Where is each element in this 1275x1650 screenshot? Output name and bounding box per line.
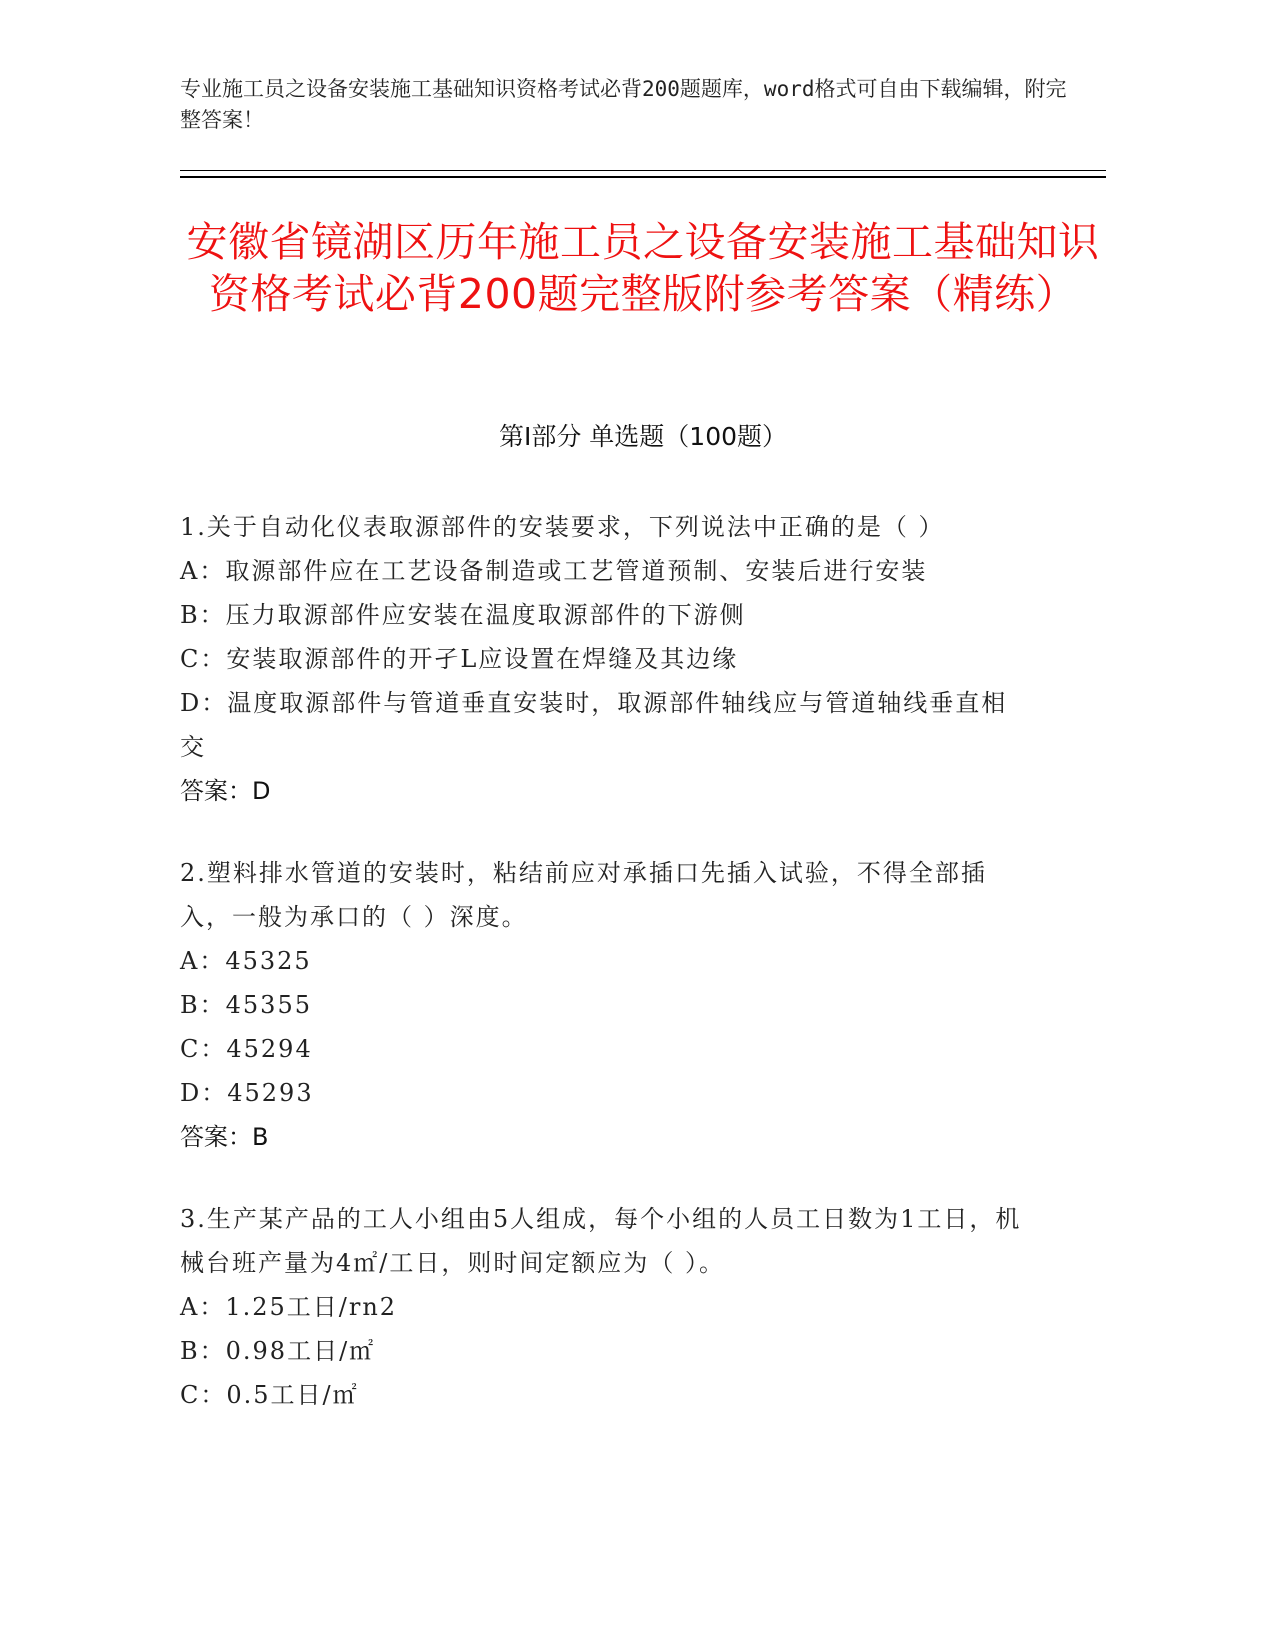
header-divider-thin	[180, 170, 1106, 171]
question-stem: 2.塑料排水管道的安装时，粘结前应对承插口先插入试验，不得全部插入，一般为承口的（ ）深度。	[180, 859, 987, 931]
option-c: C：45294	[180, 1035, 313, 1063]
option-a: A：取源部件应在工艺设备制造或工艺管道预制、安装后进行安装	[180, 557, 928, 585]
document-title: 安徽省镜湖区历年施工员之设备安装施工基础知识资格考试必背200题完整版附参考答案（精练）	[186, 218, 1100, 318]
question-stem: 1.关于自动化仪表取源部件的安装要求，下列说法中正确的是（ ）	[180, 513, 945, 541]
option-b: B：压力取源部件应安装在温度取源部件的下游侧	[180, 601, 746, 629]
option-c: C：安装取源部件的开孑L应设置在焊缝及其边缘	[180, 645, 739, 673]
question-1	[180, 505, 1030, 813]
section-title: 第I部分 单选题（100题）	[498, 422, 788, 451]
option-a: A：1.25工日/rn2	[180, 1293, 398, 1321]
option-c: C：0.5工日/㎡	[180, 1381, 359, 1409]
answer: 答案：D	[180, 777, 271, 805]
option-a: A：45325	[180, 947, 312, 975]
answer: 答案：B	[180, 1123, 269, 1151]
option-d: D：温度取源部件与管道垂直安装时，取源部件轴线应与管道轴线垂直相交	[180, 689, 1008, 761]
question-3	[180, 1197, 1030, 1417]
option-d: D：45293	[180, 1079, 314, 1107]
question-stem: 3.生产某产品的工人小组由5人组成，每个小组的人员工日数为1工日，机械台班产量为4㎡/工日，则时间定额应为（ ）。	[180, 1205, 1022, 1277]
option-b: B：45355	[180, 991, 312, 1019]
question-2	[180, 851, 1030, 1159]
header-divider-thick	[180, 176, 1106, 178]
option-b: B：0.98工日/㎡	[180, 1337, 376, 1365]
question-list	[180, 505, 1030, 1455]
header-note: 专业施工员之设备安装施工基础知识资格考试必背200题题库，word格式可自由下载编辑，附完整答案！	[180, 77, 1067, 132]
